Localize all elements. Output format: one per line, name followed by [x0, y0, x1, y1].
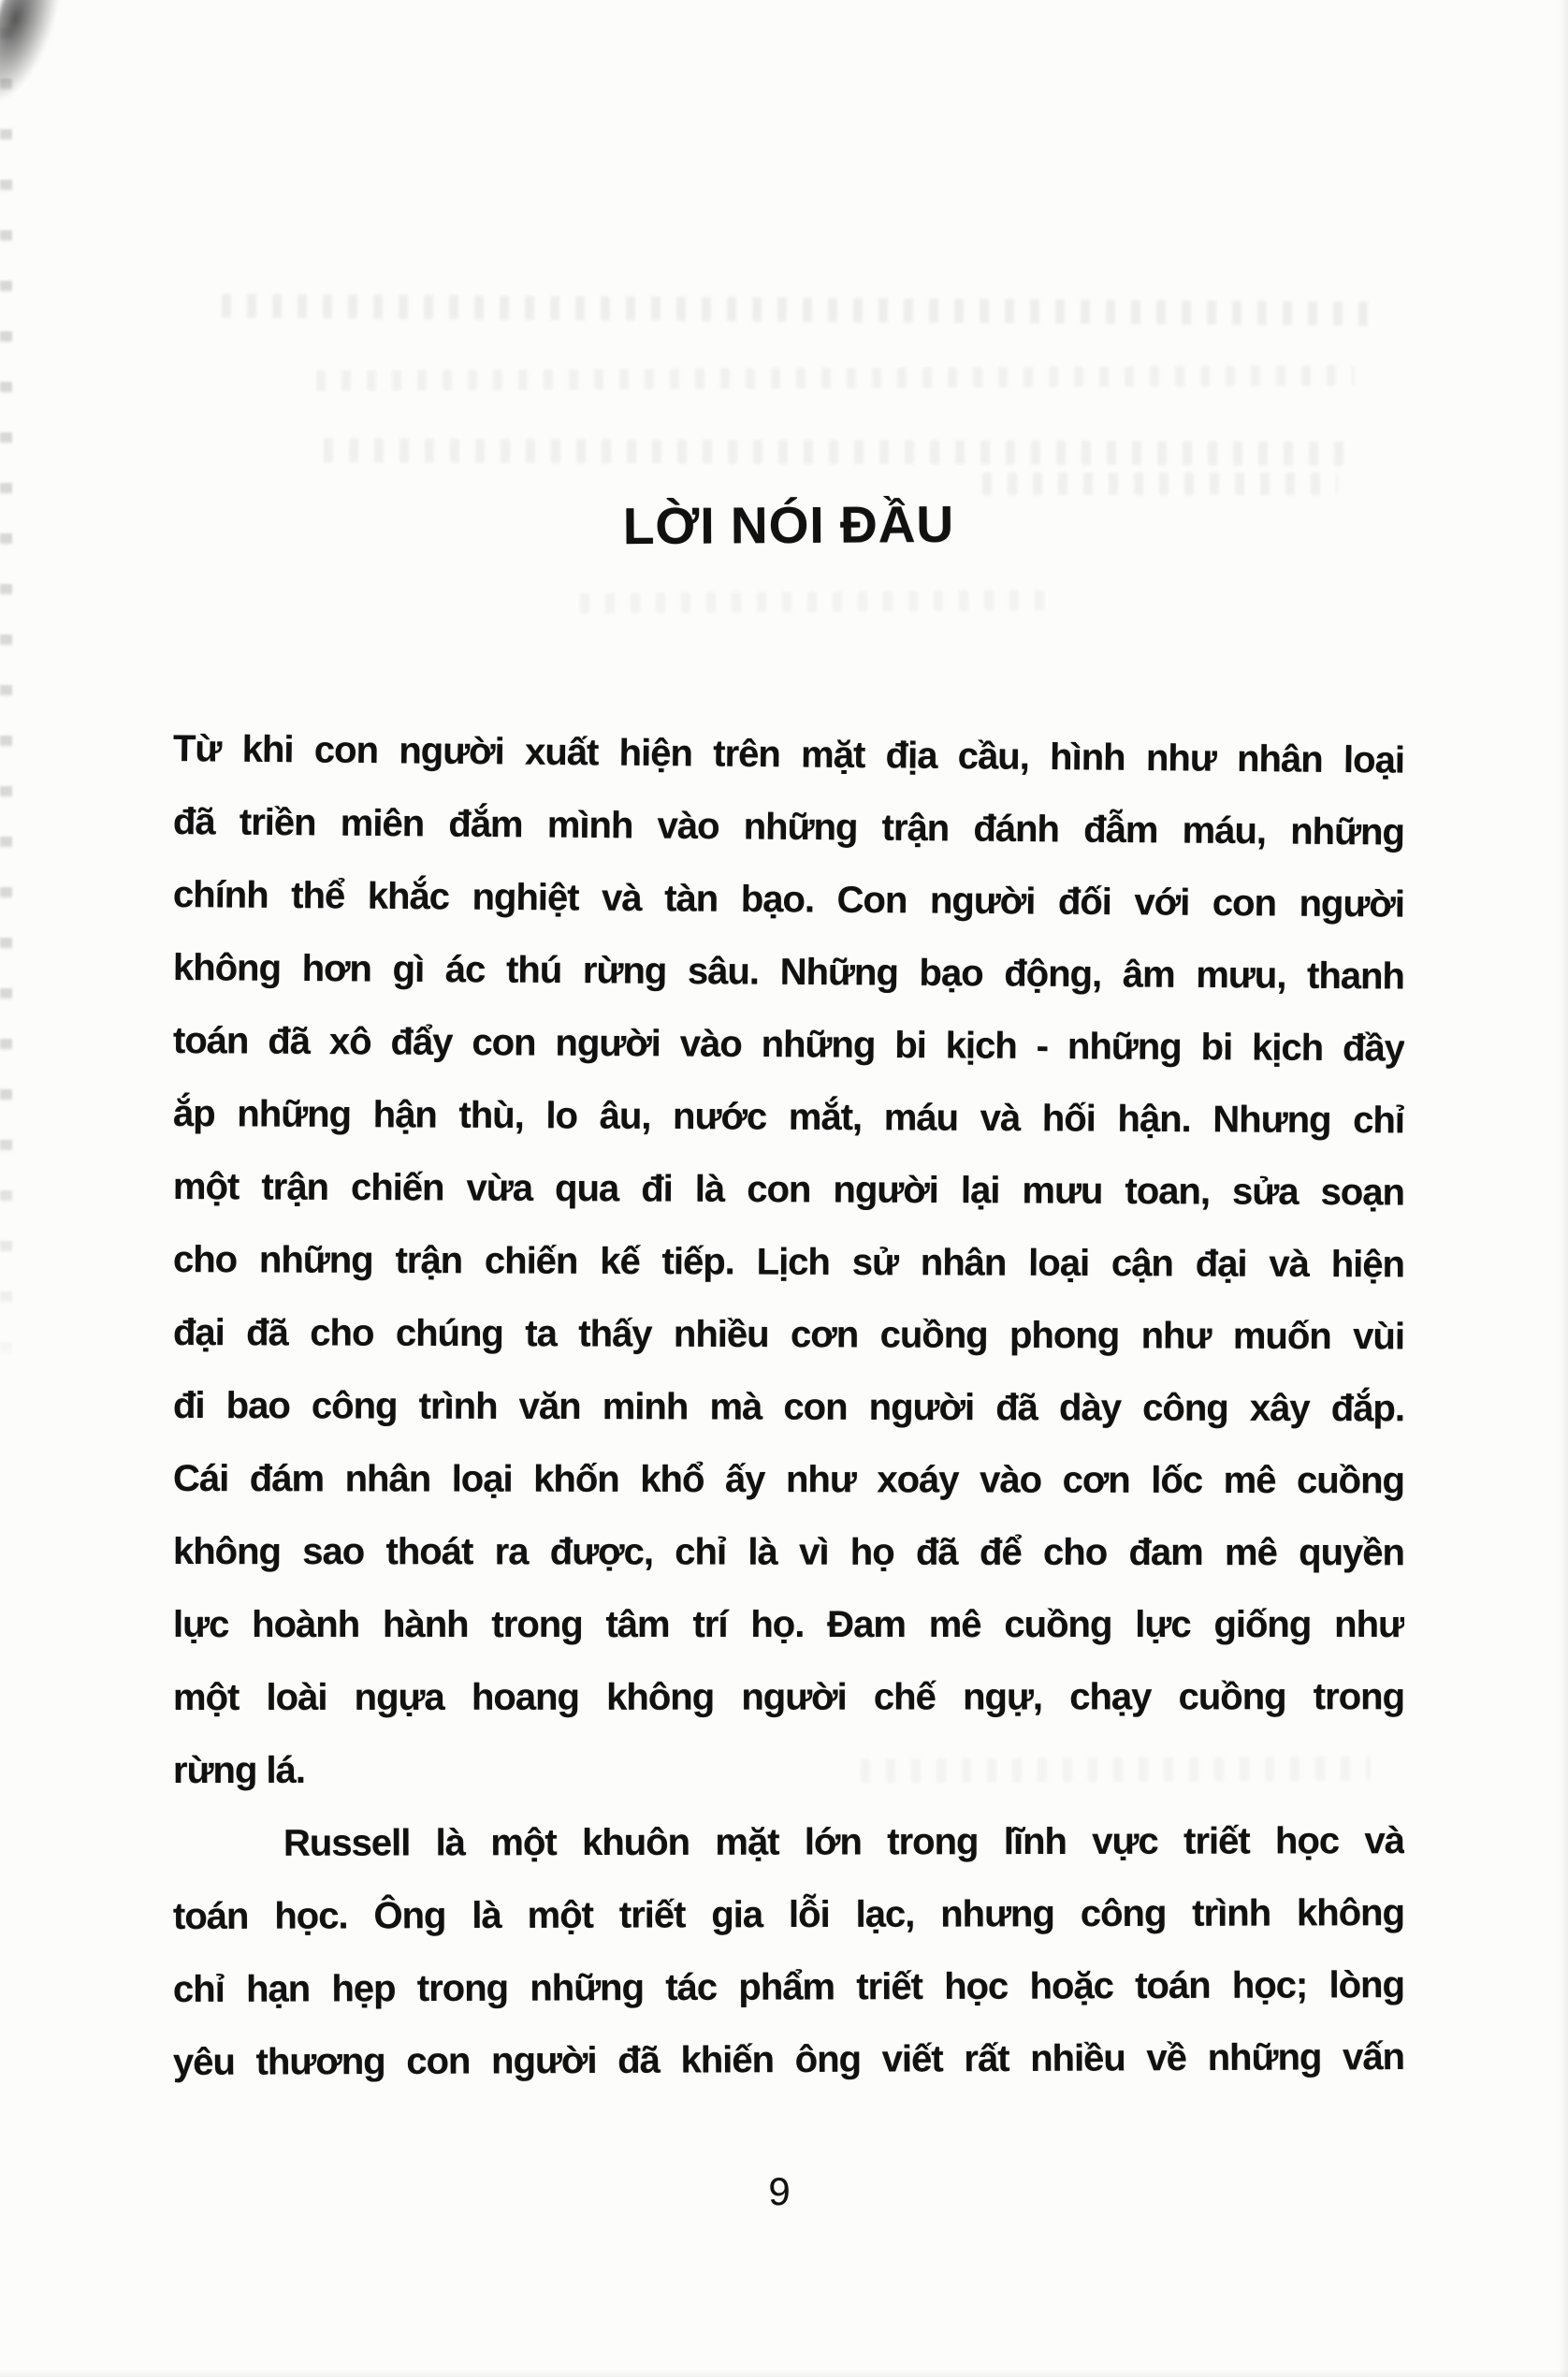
scan-spine-shadow	[0, 28, 12, 1394]
page-number: 9	[768, 2169, 791, 2213]
text-line: ắp những hận thù, lo âu, nước mắt, máu và hối hận. Nhưng chỉ	[172, 1093, 1405, 1142]
scan-bleedthrough-line	[324, 438, 1353, 466]
text-line: chính thể khắc nghiệt và tàn bạo. Con người đối với con người	[172, 874, 1405, 926]
scan-page-edge-bottom	[0, 2370, 1568, 2377]
text-line: đã triền miên đắm mình vào những trận đánh đẫm máu, những	[172, 801, 1405, 853]
text-line: chỉ hạn hẹp trong những tác phẩm triết học hoặc toán học; lòng	[172, 1964, 1405, 2010]
scan-page-edge-right	[1559, 0, 1568, 2377]
text-line: toán học. Ông là một triết gia lỗi lạc, nhưng công trình không	[172, 1892, 1405, 1937]
scan-smudge-corner	[0, 0, 63, 114]
text-line: đi bao công trình văn minh mà con người đã dày công xây đắp.	[172, 1385, 1405, 1430]
scan-bleedthrough-line	[316, 365, 1355, 391]
scan-bleedthrough-line	[580, 590, 1048, 613]
text-line: rừng lá.	[172, 1749, 306, 1791]
text-line: yêu thương con người đã khiến ông viết rất nhiều về những vấn	[172, 2036, 1405, 2083]
text-line: không sao thoát ra được, chỉ là vì họ đã để cho đam mê quyền	[172, 1531, 1405, 1574]
text-line: một trận chiến vừa qua đi là con người lại mưu toan, sửa soạn	[172, 1166, 1405, 1214]
text-line: toán đã xô đẩy con người vào những bi kịch - những bi kịch đầy	[172, 1020, 1405, 1070]
text-line: Russell là một khuôn mặt lớn trong lĩnh vực triết học và	[283, 1820, 1405, 1864]
body-text	[173, 712, 1404, 2099]
text-line: đại đã cho chúng ta thấy nhiều cơn cuồng phong như muốn vùi	[172, 1312, 1405, 1358]
text-line: không hơn gì ác thú rừng sâu. Những bạo động, âm mưu, thanh	[172, 947, 1405, 998]
text-line: lực hoành hành trong tâm trí họ. Đam mê cuồng lực giống như	[172, 1604, 1405, 1646]
text-line: một loài ngựa hoang không người chế ngự, chạy cuồng trong	[172, 1676, 1405, 1718]
text-line: cho những trận chiến kế tiếp. Lịch sử nhân loại cận đại và hiện	[172, 1239, 1405, 1286]
text-line: Từ khi con người xuất hiện trên mặt địa cầu, hình như nhân loại	[172, 728, 1405, 781]
scan-bleedthrough-line	[222, 294, 1382, 327]
text-line: Cái đám nhân loại khốn khổ ấy như xoáy vào cơn lốc mê cuồng	[172, 1458, 1405, 1502]
page-title: LỜI NÓI ĐẦU	[622, 494, 955, 555]
